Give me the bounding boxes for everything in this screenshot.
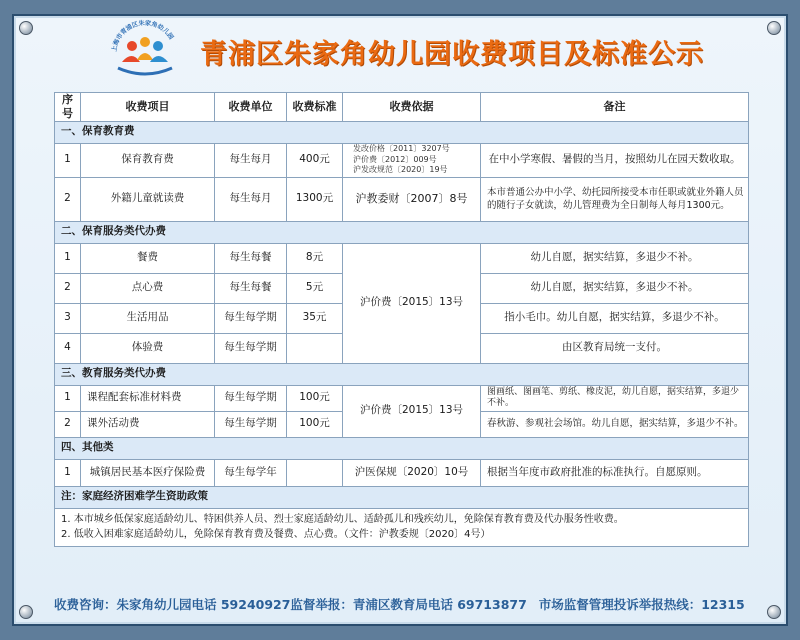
cell-item: 点心费: [81, 273, 215, 303]
policy-line: 2. 低收入困难家庭适龄幼儿，免除保育教育费及餐费、点心费。（文件：沪教委规〔2020〕4号）: [61, 529, 491, 540]
cell-standard: 1300元: [287, 177, 343, 221]
fee-table: [54, 92, 749, 547]
policy-row: [55, 508, 749, 546]
header-row: [55, 93, 749, 122]
cell-unit: 每生每学期: [215, 303, 287, 333]
cell-unit: 每生每月: [215, 177, 287, 221]
cell-unit: 每生每学期: [215, 411, 287, 437]
header-unit: 收费单位: [215, 93, 287, 122]
cell-item: 保育教育费: [81, 143, 215, 177]
page-title: 青浦区朱家角幼儿园收费项目及标准公示: [200, 39, 704, 70]
cell-note: 本市普通公办中小学、幼托园所接受本市任职或就业外籍人员的随行子女就读，幼儿管理费为全日制每人每月1300元。: [481, 177, 749, 221]
section-heading: 一、保育教育费: [55, 121, 749, 143]
kindergarten-logo: [104, 14, 186, 84]
cell-basis: 沪价费〔2015〕13号: [343, 243, 481, 363]
footer-supervision: 监督举报：青浦区教育局电话 69713877: [290, 597, 527, 612]
cell-basis: 沪教委财〔2007〕8号: [343, 177, 481, 221]
cell-item: 课程配套标准材料费: [81, 385, 215, 411]
cell-note: 幼儿自愿，据实结算，多退少不补。: [481, 243, 749, 273]
cell-unit: 每生每学期: [215, 333, 287, 363]
cell-item: 体验费: [81, 333, 215, 363]
cell-unit: 每生每月: [215, 143, 287, 177]
table-row: [55, 143, 749, 177]
cell-no: 1: [55, 143, 81, 177]
cell-note: 在中小学寒假、暑假的当月，按照幼儿在园天数收取。: [481, 143, 749, 177]
cell-standard: 400元: [287, 143, 343, 177]
cell-standard: 100元: [287, 385, 343, 411]
table-row: [55, 385, 749, 411]
cell-no: 4: [55, 333, 81, 363]
header-item: 收费项目: [81, 93, 215, 122]
cell-unit: 每生每餐: [215, 243, 287, 273]
policy-body: [55, 508, 749, 546]
cell-standard: 8元: [287, 243, 343, 273]
section-heading: 三、教育服务类代办费: [55, 363, 749, 385]
cell-standard: [287, 333, 343, 363]
cell-no: 1: [55, 385, 81, 411]
cell-no: 1: [55, 243, 81, 273]
screw-bottom-right: [767, 605, 781, 619]
footer-consult: 收费咨询：朱家角幼儿园电话 59240927: [54, 597, 291, 612]
cell-unit: 每生每学期: [215, 385, 287, 411]
cell-unit: 每生每餐: [215, 273, 287, 303]
cell-note: 指小毛巾。幼儿自愿，据实结算，多退少不补。: [481, 303, 749, 333]
cell-basis: 沪医保规〔2020〕10号: [343, 459, 481, 486]
cell-standard: 35元: [287, 303, 343, 333]
cell-basis: [343, 143, 481, 177]
cell-note: 春秋游、参观社会场馆。幼儿自愿，据实结算，多退少不补。: [481, 411, 749, 437]
cell-item: 生活用品: [81, 303, 215, 333]
basis-line: 发改价格〔2011〕3207号: [353, 143, 450, 153]
basis-line: 沪价费〔2012〕009号: [353, 154, 437, 164]
screw-top-left: [19, 21, 33, 35]
cell-item: 课外活动费: [81, 411, 215, 437]
cell-note: 根据当年度市政府批准的标准执行。自愿原则。: [481, 459, 749, 486]
table-row: [55, 459, 749, 486]
header-note: 备注: [481, 93, 749, 122]
header-basis: 收费依据: [343, 93, 481, 122]
section-heading: 二、保育服务类代办费: [55, 221, 749, 243]
cell-unit: 每生每学年: [215, 459, 287, 486]
footer-contacts: [54, 595, 754, 613]
policy-heading: 注：家庭经济困难学生资助政策: [55, 486, 749, 508]
footer-hotline: 市场监督管理投诉举报热线：12315: [538, 597, 745, 612]
policy-line: 1. 本市城乡低保家庭适龄幼儿、特困供养人员、烈士家庭适龄幼儿、适龄孤儿和残疾幼儿，免除保育教育费及代办服务性收费。: [61, 513, 624, 525]
cell-standard: 100元: [287, 411, 343, 437]
table-row: [55, 243, 749, 273]
cell-note: 幼儿自愿，据实结算，多退少不补。: [481, 273, 749, 303]
cell-no: 2: [55, 411, 81, 437]
svg-text:上海市青浦区朱家角幼儿园: 上海市青浦区朱家角幼儿园: [110, 19, 175, 53]
cell-standard: 5元: [287, 273, 343, 303]
screw-bottom-left: [19, 605, 33, 619]
cell-note: 图画纸、图画笔、剪纸、橡皮泥，幼儿自愿，据实结算，多退少不补。: [481, 385, 749, 411]
table-row: [55, 177, 749, 221]
header-no: 序号: [55, 93, 81, 122]
cell-standard: [287, 459, 343, 486]
cell-note: 由区教育局统一支付。: [481, 333, 749, 363]
screw-top-right: [767, 21, 781, 35]
basis-line: 沪发改规范〔2020〕19号: [353, 165, 448, 175]
cell-item: 城镇居民基本医疗保险费: [81, 459, 215, 486]
header-standard: 收费标准: [287, 93, 343, 122]
section-heading: 四、其他类: [55, 437, 749, 459]
cell-no: 3: [55, 303, 81, 333]
cell-basis: 沪价费〔2015〕13号: [343, 385, 481, 437]
cell-item: 餐费: [81, 243, 215, 273]
cell-no: 1: [55, 459, 81, 486]
cell-no: 2: [55, 177, 81, 221]
cell-item: 外籍儿童就读费: [81, 177, 215, 221]
cell-no: 2: [55, 273, 81, 303]
